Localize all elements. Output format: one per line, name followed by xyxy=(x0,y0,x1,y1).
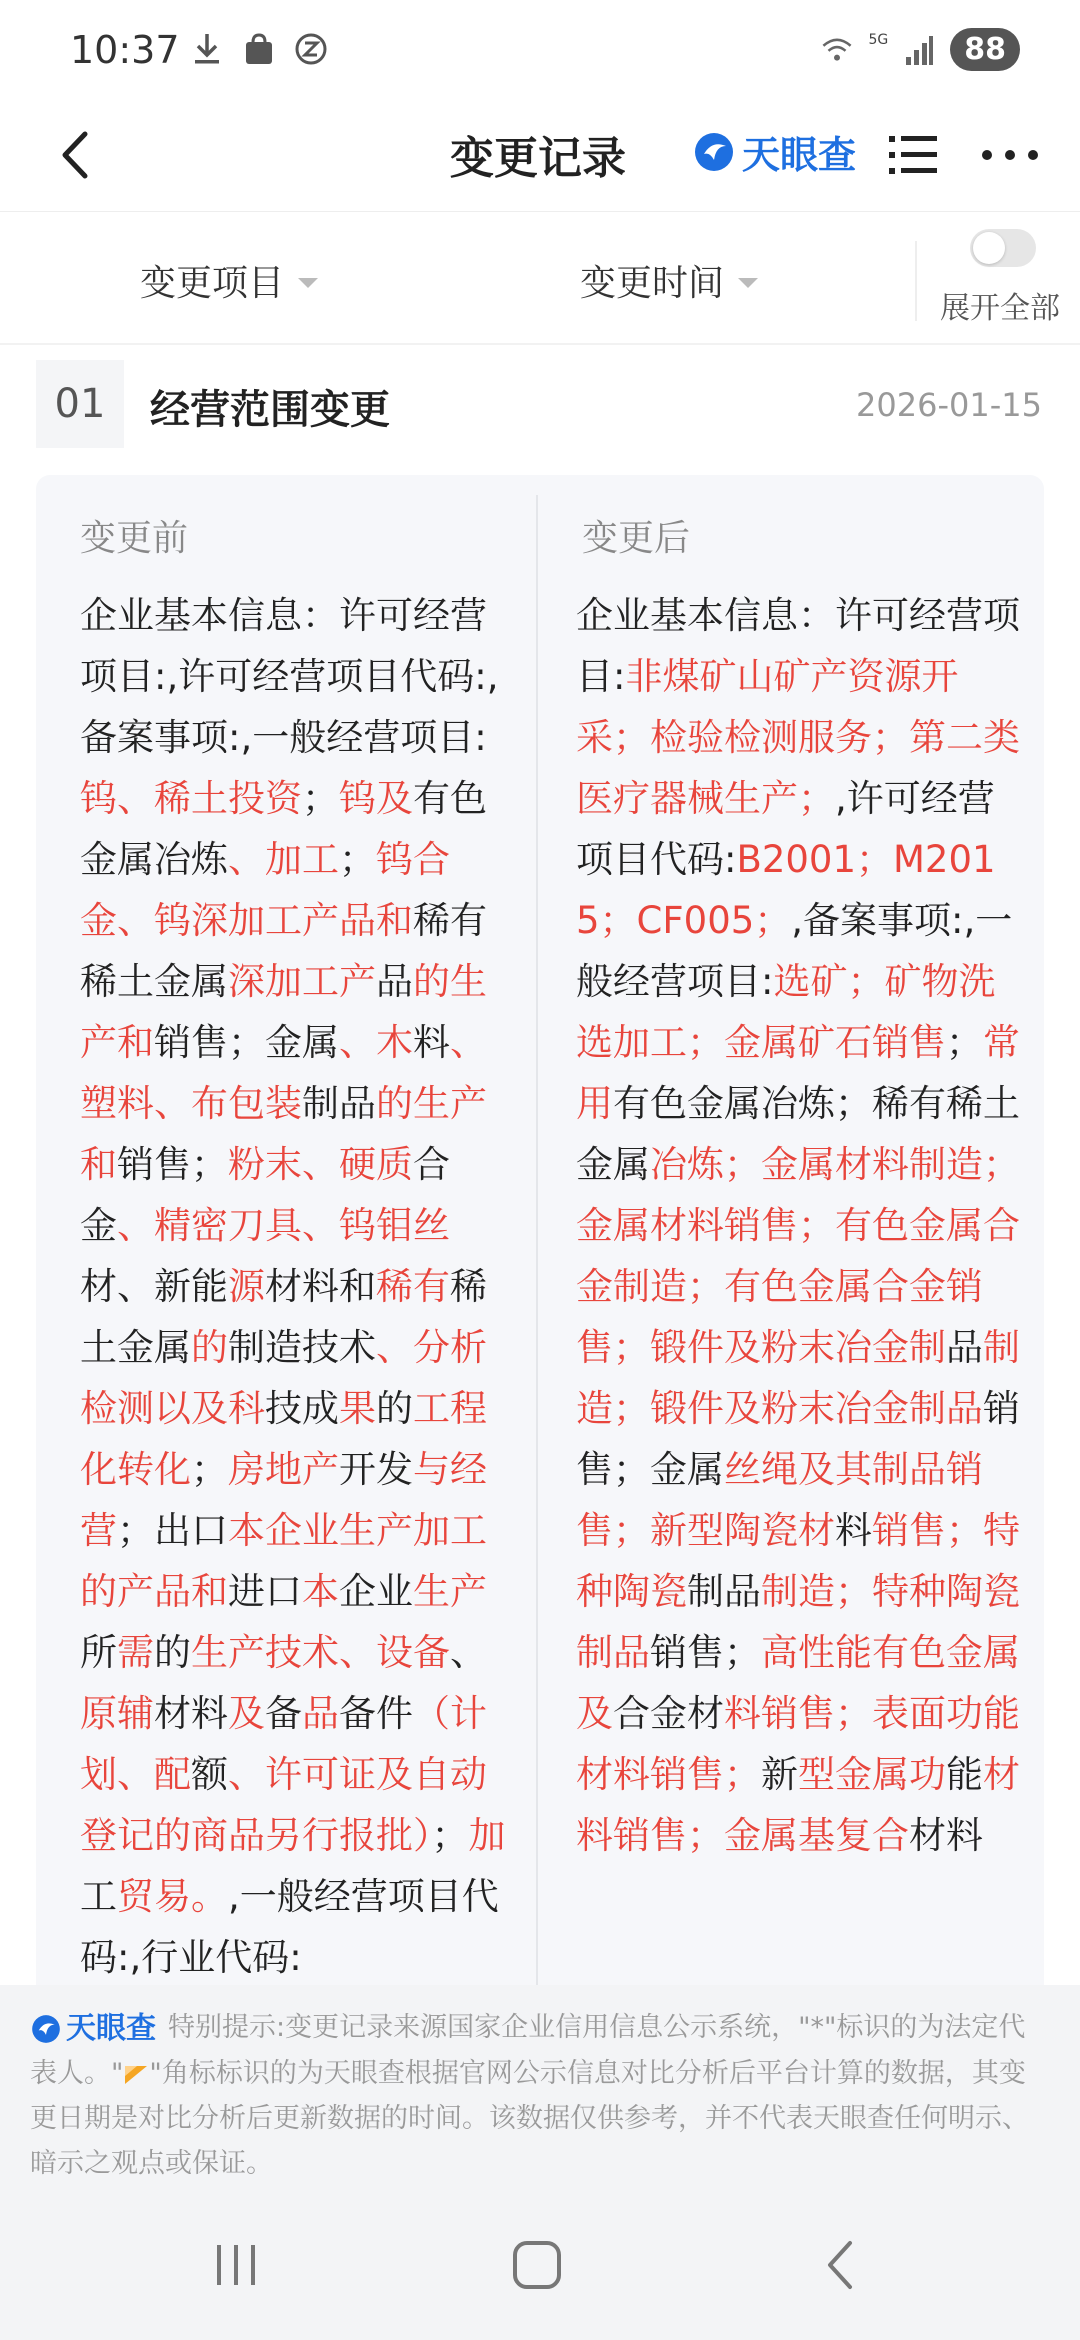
before-changed-text: 需 xyxy=(117,1631,154,1674)
before-text: 额 xyxy=(191,1753,228,1796)
after-changed-text: 非煤矿山矿产资源开采；检验检测服务；第二类医疗器械生产； xyxy=(576,655,1020,820)
after-text: 新 xyxy=(761,1753,798,1796)
after-changed-text: 制造；锻件及粉末冶金制品 xyxy=(576,1326,1020,1430)
before-text: ； xyxy=(431,1814,469,1857)
change-time-filter[interactable] xyxy=(580,255,758,306)
before-changed-text: 生产技术、设备 xyxy=(191,1631,450,1674)
after-changed-text: 销售；特种陶瓷 xyxy=(576,1509,1020,1613)
change-item-filter[interactable] xyxy=(140,255,318,306)
filter-divider xyxy=(915,241,917,321)
before-text: 稀有稀土金属 xyxy=(80,899,487,1003)
before-text: 的 xyxy=(154,1631,191,1674)
before-changed-text: 的生产和 xyxy=(80,960,487,1064)
expand-all-label: 展开全部 xyxy=(940,291,1060,326)
before-text: 材料 xyxy=(154,1692,228,1735)
before-changed-text: 贸易。 xyxy=(117,1875,228,1918)
after-text: 料 xyxy=(835,1509,872,1552)
before-changed-text: 源 xyxy=(228,1265,265,1308)
notice-text-part2: "角标标识的为天眼查根据官网公示信息对比分析后平台计算的数据，其变更日期是对比分析后更新数据的时间。该数据仅供参考，并不代表天眼查任何明示、暗示之观点或保证。 xyxy=(30,2058,1029,2179)
before-text: 销售； xyxy=(117,1143,228,1186)
before-text: 品 xyxy=(376,960,413,1003)
before-column xyxy=(36,475,536,2005)
after-text: 品 xyxy=(946,1326,983,1369)
change-compare-card xyxy=(36,475,1044,2005)
after-text: 制品 xyxy=(687,1570,761,1613)
back-arrow-icon xyxy=(822,2237,858,2293)
toggle-knob xyxy=(973,232,1005,264)
status-bar xyxy=(0,0,1080,100)
after-changed-text: 冶炼；金属材料制造；金属材料销售；有色金属合金制造；有色金属合金销售；锻件及粉末冶金制 xyxy=(576,1143,1020,1369)
before-changed-text: 与经营 xyxy=(80,1448,487,1552)
before-text: ； xyxy=(302,777,339,820)
battery-indicator: 88 xyxy=(950,28,1020,71)
after-text: 材料 xyxy=(909,1814,983,1857)
list-icon xyxy=(887,133,939,177)
record-index: 01 xyxy=(36,360,124,448)
before-changed-text: 钨及 xyxy=(339,777,413,820)
system-nav-bar xyxy=(0,2190,1080,2340)
before-changed-text: 、精密刀具、钨钼丝 xyxy=(117,1204,450,1247)
before-changed-text: 稀有 xyxy=(376,1265,450,1308)
change-time-filter-label: 变更时间 xyxy=(580,263,725,304)
status-time: 10:37 xyxy=(70,28,180,72)
before-changed-text: 、木 xyxy=(339,1021,413,1064)
before-text: 所 xyxy=(80,1631,117,1674)
after-text: 销售；金属 xyxy=(576,1387,1020,1491)
before-changed-text: 加 xyxy=(468,1814,506,1857)
page-title: 变更记录 xyxy=(450,133,626,184)
after-changed-text: 选矿；矿物洗选加工；金属矿石销售 xyxy=(576,960,996,1064)
after-changed-text: 型金属功 xyxy=(798,1753,946,1796)
shopping-bag-icon xyxy=(242,30,276,68)
before-changed-text: 的生产和 xyxy=(80,1082,487,1186)
recent-apps-icon xyxy=(211,2241,261,2289)
before-changed-text: 工程化转化 xyxy=(80,1387,487,1491)
before-text: 进口 xyxy=(228,1570,302,1613)
after-title: 变更后 xyxy=(582,518,691,559)
before-text: 合金 xyxy=(80,1143,450,1247)
wifi-icon xyxy=(820,31,854,69)
before-text: ； xyxy=(191,1448,228,1491)
before-changed-text: 、分析检测以及科 xyxy=(80,1326,487,1430)
tianyancha-logo-icon xyxy=(30,2013,62,2045)
more-horizontal-icon xyxy=(980,148,1040,162)
before-text: ,一般经营项目代码:,行业代码: xyxy=(80,1875,499,1979)
before-text: 技成 xyxy=(265,1387,339,1430)
before-text: 企业基本信息：许可经营项目:,许可经营项目代码:,备案事项:,一般经营项目: xyxy=(80,594,499,759)
before-changed-text: 深加工产 xyxy=(228,960,376,1003)
before-text: 稀土金属 xyxy=(80,1265,487,1369)
before-text: 备 xyxy=(265,1692,302,1735)
record-header xyxy=(0,350,1080,460)
before-changed-text: 及 xyxy=(228,1692,265,1735)
after-changed-text: 制造；特种陶瓷制品 xyxy=(576,1570,1020,1674)
before-changed-text: 钨合金、钨深加工产品和 xyxy=(80,838,450,942)
caret-down-icon xyxy=(738,278,758,288)
expand-all-toggle[interactable] xyxy=(970,229,1036,267)
after-changed-text: B2001；M2015；CF005； xyxy=(576,838,996,942)
after-text: 能 xyxy=(946,1753,983,1796)
recent-apps-button[interactable] xyxy=(196,2235,276,2295)
home-icon xyxy=(511,2239,563,2291)
app-status-icon xyxy=(294,30,328,68)
before-changed-text: 、塑料、布包装 xyxy=(80,1021,487,1125)
before-text: 的 xyxy=(376,1387,413,1430)
before-text: 制造技术 xyxy=(228,1326,376,1369)
record-date: 2026-01-15 xyxy=(856,386,1042,424)
after-changed-text: 高性能有色金属及 xyxy=(576,1631,1020,1735)
before-text: 开发 xyxy=(339,1448,413,1491)
after-changed-text: 丝绳及其制品销售；新型陶瓷材 xyxy=(576,1448,983,1552)
before-changed-text: 房地产 xyxy=(228,1448,339,1491)
before-text: 企业 xyxy=(339,1570,413,1613)
before-text: ；出口 xyxy=(117,1509,228,1552)
data-source-notice xyxy=(0,1985,1080,2190)
before-changed-text: 、许可证及自动登记的商品另行报批） xyxy=(80,1753,487,1857)
before-changed-text: 的 xyxy=(191,1326,228,1369)
notice-text-part1: 特别提示:变更记录来源国家企业信用信息公示系统，"*"标识的为法定代表人。" xyxy=(30,2012,1026,2089)
before-text: 销售；金属 xyxy=(154,1021,339,1064)
before-changed-text: 本 xyxy=(302,1570,339,1613)
home-button[interactable] xyxy=(497,2235,577,2295)
after-text: ,许可经营项目代码: xyxy=(576,777,995,881)
before-text: 、 xyxy=(450,1631,487,1674)
record-title: 经营范围变更 xyxy=(150,387,390,433)
nav-bar xyxy=(0,100,1080,212)
before-text: 有色金属冶炼 xyxy=(80,777,487,881)
after-content xyxy=(576,585,1026,1866)
signal-icon xyxy=(902,31,936,69)
before-text: 备件 xyxy=(339,1692,413,1735)
before-content xyxy=(80,585,520,1988)
filter-bar xyxy=(0,213,1080,345)
before-text: ； xyxy=(339,838,376,881)
after-changed-text: 常用 xyxy=(576,1021,1020,1125)
after-text: 合金材 xyxy=(613,1692,724,1735)
before-text: 材、新能 xyxy=(80,1265,228,1308)
after-text: ； xyxy=(946,1021,983,1064)
notice-brand-name: 天眼查 xyxy=(66,2011,156,2046)
before-changed-text: 本企业生产加工的产品和 xyxy=(80,1509,487,1613)
before-text: 制品 xyxy=(302,1082,376,1125)
after-text: 企业基本信息：许可经营项目: xyxy=(576,594,1020,698)
before-title: 变更前 xyxy=(80,518,189,559)
network-type-label: 5G xyxy=(868,31,889,48)
more-button[interactable] xyxy=(970,122,1050,188)
tianyancha-logo-icon xyxy=(692,130,736,174)
change-item-filter-label: 变更项目 xyxy=(140,263,285,304)
after-changed-text: 料销售；表面功能材料销售； xyxy=(576,1692,1020,1796)
before-text: 材料和 xyxy=(265,1265,376,1308)
before-changed-text: （计划、配 xyxy=(80,1692,487,1796)
before-changed-text: 生产 xyxy=(413,1570,487,1613)
before-changed-text: 果 xyxy=(339,1387,376,1430)
before-changed-text: 、加工 xyxy=(228,838,339,881)
notice-brand-logo xyxy=(30,2006,156,2051)
before-changed-text: 原辅 xyxy=(80,1692,154,1735)
caret-down-icon xyxy=(298,278,318,288)
brand-logo xyxy=(692,124,856,179)
after-text: ,备案事项:,一般经营项目: xyxy=(576,899,1013,1003)
download-icon xyxy=(190,30,224,68)
system-back-button[interactable] xyxy=(800,2235,880,2295)
list-menu-button[interactable] xyxy=(880,122,946,188)
after-column xyxy=(538,475,1044,2005)
after-text: 有色金属冶炼；稀有稀土金属 xyxy=(576,1082,1020,1186)
before-changed-text: 品 xyxy=(302,1692,339,1735)
back-button[interactable] xyxy=(40,120,110,190)
after-text: 销售； xyxy=(650,1631,761,1674)
before-text: 料 xyxy=(413,1021,450,1064)
brand-name: 天眼查 xyxy=(742,133,857,177)
corner-mark-icon xyxy=(123,2064,149,2086)
before-changed-text: 钨、稀土投资 xyxy=(80,777,302,820)
before-changed-text: 粉末、硬质 xyxy=(228,1143,413,1186)
after-changed-text: 材料销售；金属基复合 xyxy=(576,1753,1020,1857)
before-text: 工 xyxy=(80,1875,117,1918)
chevron-left-icon xyxy=(57,130,93,180)
